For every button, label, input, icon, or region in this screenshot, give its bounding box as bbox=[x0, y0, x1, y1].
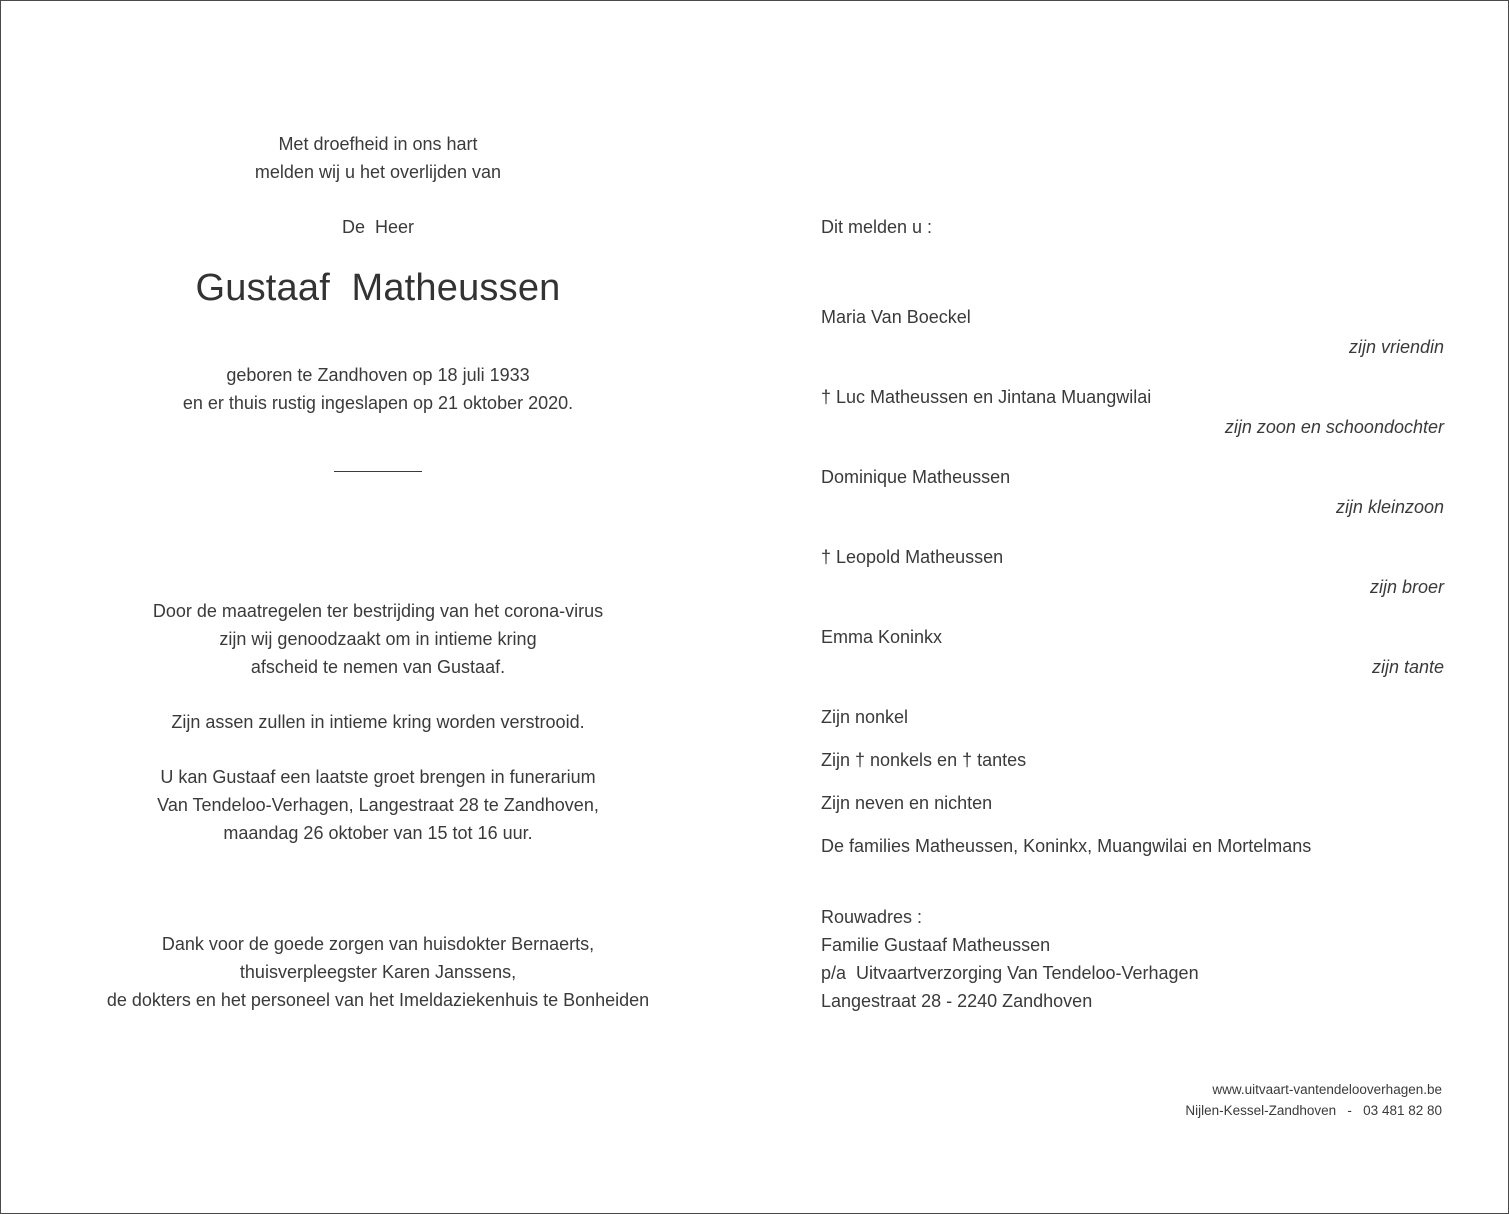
relative-name: Emma Koninkx bbox=[821, 627, 943, 647]
funeral-home-contact: Nijlen-Kessel-Zandhoven - 03 481 82 80 bbox=[1185, 1103, 1442, 1118]
death-line: en er thuis rustig ingeslapen op 21 oktober 2020. bbox=[182, 393, 574, 413]
corona-line-1: Door de maatregelen ter bestrijding van het corona-virus bbox=[152, 601, 604, 621]
thanks-line-2: thuisverpleegster Karen Janssens, bbox=[239, 962, 517, 982]
relative-name: † Leopold Matheussen bbox=[821, 547, 1004, 567]
address-line: Familie Gustaaf Matheussen bbox=[821, 935, 1051, 955]
announcers-heading: Dit melden u : bbox=[821, 217, 933, 237]
address-label: Rouwadres : bbox=[821, 907, 923, 927]
relative-relation: zijn kleinzoon bbox=[1335, 497, 1444, 517]
intro-line-1: Met droefheid in ons hart bbox=[278, 134, 478, 154]
thanks-line-3: de dokters en het personeel van het Imeldaziekenhuis te Bonheiden bbox=[106, 990, 650, 1010]
other-relatives-line: De families Matheussen, Koninkx, Muangwilai en Mortelmans bbox=[821, 836, 1312, 856]
other-relatives-line: Zijn † nonkels en † tantes bbox=[821, 750, 1027, 770]
corona-line-2: zijn wij genoodzaakt om in intieme kring bbox=[219, 629, 537, 649]
relative-relation: zijn vriendin bbox=[1348, 337, 1444, 357]
visit-line-1: U kan Gustaaf een laatste groet brengen in funerarium bbox=[160, 767, 596, 787]
birth-line: geboren te Zandhoven op 18 juli 1933 bbox=[226, 365, 530, 385]
divider-line bbox=[334, 471, 422, 472]
deceased-name: Gustaaf Matheussen bbox=[195, 267, 561, 309]
thanks-line-1: Dank voor de goede zorgen van huisdokter Bernaerts, bbox=[161, 934, 595, 954]
other-relatives-line: Zijn neven en nichten bbox=[821, 793, 993, 813]
honorific: De Heer bbox=[341, 217, 415, 237]
other-relatives-line: Zijn nonkel bbox=[821, 707, 909, 727]
visit-line-3: maandag 26 oktober van 15 tot 16 uur. bbox=[223, 823, 533, 843]
relative-name: Dominique Matheussen bbox=[821, 467, 1011, 487]
relative-name: Maria Van Boeckel bbox=[821, 307, 971, 327]
address-line: Langestraat 28 - 2240 Zandhoven bbox=[821, 991, 1093, 1011]
ashes-line: Zijn assen zullen in intieme kring worden verstrooid. bbox=[171, 712, 585, 732]
visit-line-2: Van Tendeloo-Verhagen, Langestraat 28 te Zandhoven, bbox=[157, 795, 599, 815]
intro-line-2: melden wij u het overlijden van bbox=[254, 162, 502, 182]
corona-line-3: afscheid te nemen van Gustaaf. bbox=[250, 657, 506, 677]
relative-relation: zijn broer bbox=[1369, 577, 1444, 597]
funeral-home-website: www.uitvaart-vantendelooverhagen.be bbox=[1212, 1082, 1442, 1097]
address-line: p/a Uitvaartverzorging Van Tendeloo-Verhagen bbox=[821, 963, 1199, 983]
relative-relation: zijn zoon en schoondochter bbox=[1224, 417, 1444, 437]
relative-name: † Luc Matheussen en Jintana Muangwilai bbox=[821, 387, 1152, 407]
relative-relation: zijn tante bbox=[1371, 657, 1444, 677]
